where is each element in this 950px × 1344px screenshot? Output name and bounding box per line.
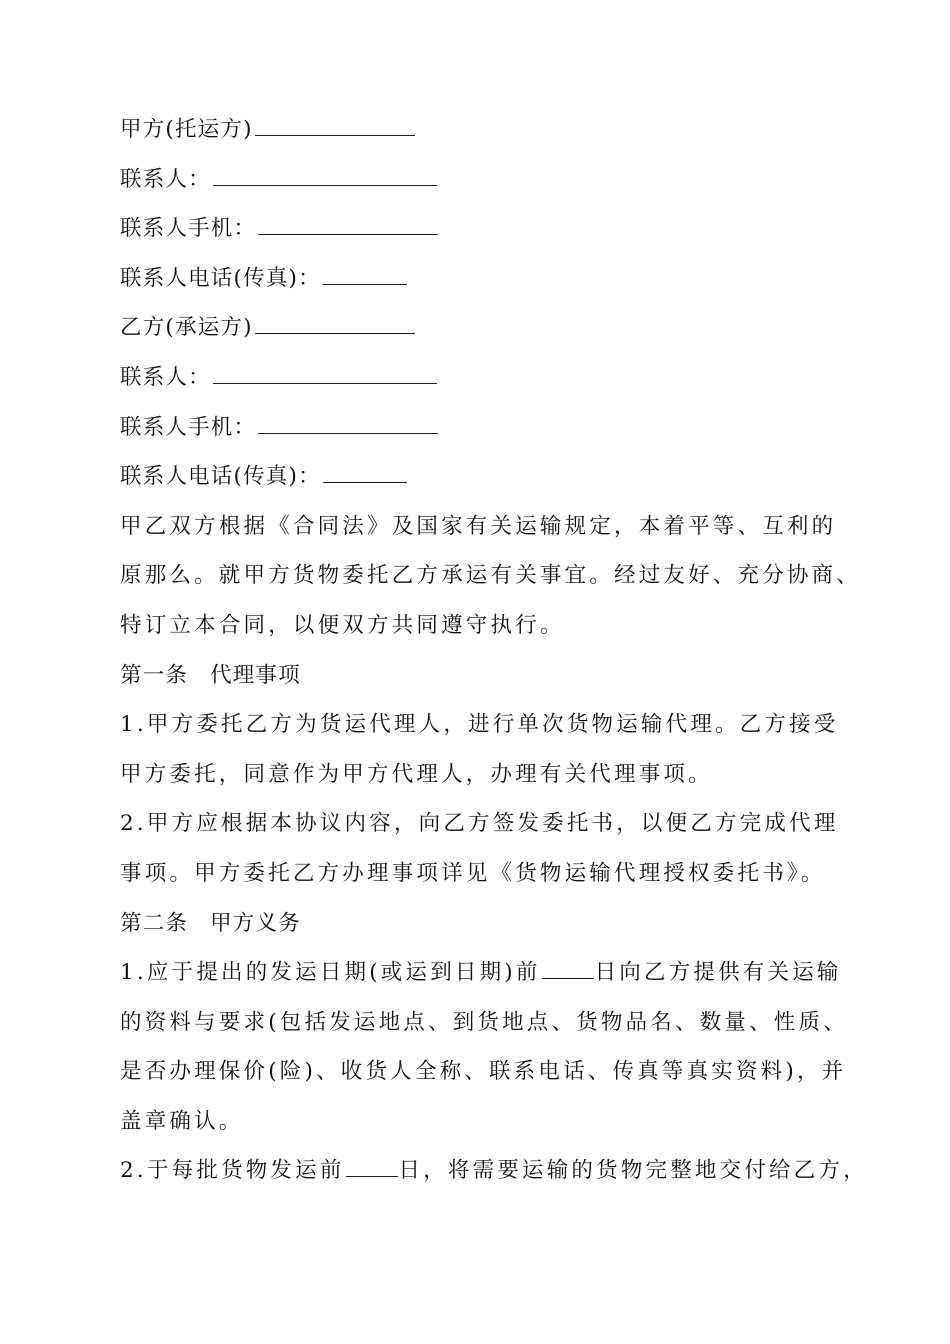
article-2-title: 甲方义务: [210, 910, 301, 936]
preamble-line: 原那么。就甲方货物委托乙方承运有关事宜。经过友好、充分协商、: [120, 563, 862, 589]
delivery-days-blank[interactable]: [346, 1176, 398, 1177]
days-before-blank[interactable]: [542, 978, 594, 979]
party-a-mobile-label: 联系人手机：: [120, 216, 257, 242]
article-1-clause-2-line: 事项。甲方委托乙方办理事项详见《货物运输代理授权委托书》。: [120, 860, 826, 886]
party-a-mobile-blank[interactable]: [258, 234, 438, 235]
party-b-phone-line: [120, 452, 850, 502]
party-b-mobile-blank[interactable]: [258, 433, 438, 434]
article-2-clause-2-line: [120, 1146, 868, 1196]
party-a-line: [120, 105, 850, 155]
party-a-label: 甲方(托运方): [120, 117, 253, 142]
article-2-clause-1-line: 是否办理保价(险)、收货人全称、联系电话、传真等真实资料)，并: [120, 1059, 847, 1085]
article-1-clause-1-line: 1.甲方委托乙方为货运代理人，进行单次货物运输代理。乙方接受: [120, 712, 839, 738]
party-b-mobile-line: [120, 403, 850, 453]
party-a-contact-label: 联系人：: [120, 166, 211, 192]
party-a-contact-line: [120, 155, 850, 205]
article-1-title: 代理事项: [210, 662, 301, 688]
preamble-line: 甲乙双方根据《合同法》及国家有关运输规定，本着平等、互利的: [120, 513, 837, 539]
party-a-phone-blank[interactable]: [323, 284, 407, 285]
party-b-line: [120, 303, 850, 353]
article-1-heading: [120, 651, 850, 701]
party-b-contact-blank[interactable]: [213, 383, 437, 384]
party-a-mobile-line: [120, 204, 850, 254]
party-b-contact-label: 联系人：: [120, 364, 211, 390]
party-b-phone-blank[interactable]: [323, 482, 407, 483]
party-a-phone-line: [120, 254, 850, 304]
party-b-blank[interactable]: [255, 333, 415, 334]
article-2-number: 第二条: [120, 910, 189, 936]
contract-page: [120, 105, 868, 1196]
article-2-clause-2-text-after: 日，将需要运输的货物完整地交付给乙方，: [398, 1158, 868, 1184]
party-b-phone-label: 联系人电话(传真)：: [120, 464, 321, 490]
article-1-number: 第一条: [120, 662, 189, 688]
article-2-clause-1-text-after: 日向乙方提供有关运输: [594, 960, 842, 986]
article-2-clause-1-line: 盖章确认。: [120, 1108, 244, 1134]
party-b-contact-line: [120, 353, 850, 403]
party-a-contact-blank[interactable]: [213, 185, 437, 186]
article-2-clause-2-text-before: 2.于每批货物发运前: [120, 1158, 345, 1184]
article-2-heading: [120, 899, 850, 949]
preamble-line: 特订立本合同，以便双方共同遵守执行。: [120, 612, 565, 638]
party-b-mobile-label: 联系人手机：: [120, 414, 257, 440]
article-2-clause-1-line: [120, 948, 850, 998]
article-2-clause-1-text-before: 1.应于提出的发运日期(或运到日期)前: [120, 960, 541, 986]
article-2-clause-1-line: 的资料与要求(包括发运地点、到货地点、货物品名、数量、性质、: [120, 1009, 848, 1035]
article-1-clause-2-line: 2.甲方应根据本协议内容，向乙方签发委托书，以便乙方完成代理: [120, 811, 839, 837]
party-b-label: 乙方(承运方): [120, 315, 253, 341]
party-a-blank[interactable]: [255, 135, 415, 136]
article-1-clause-1-line: 甲方委托，同意作为甲方代理人，办理有关代理事项。: [120, 761, 713, 787]
party-a-phone-label: 联系人电话(传真)：: [120, 265, 321, 291]
